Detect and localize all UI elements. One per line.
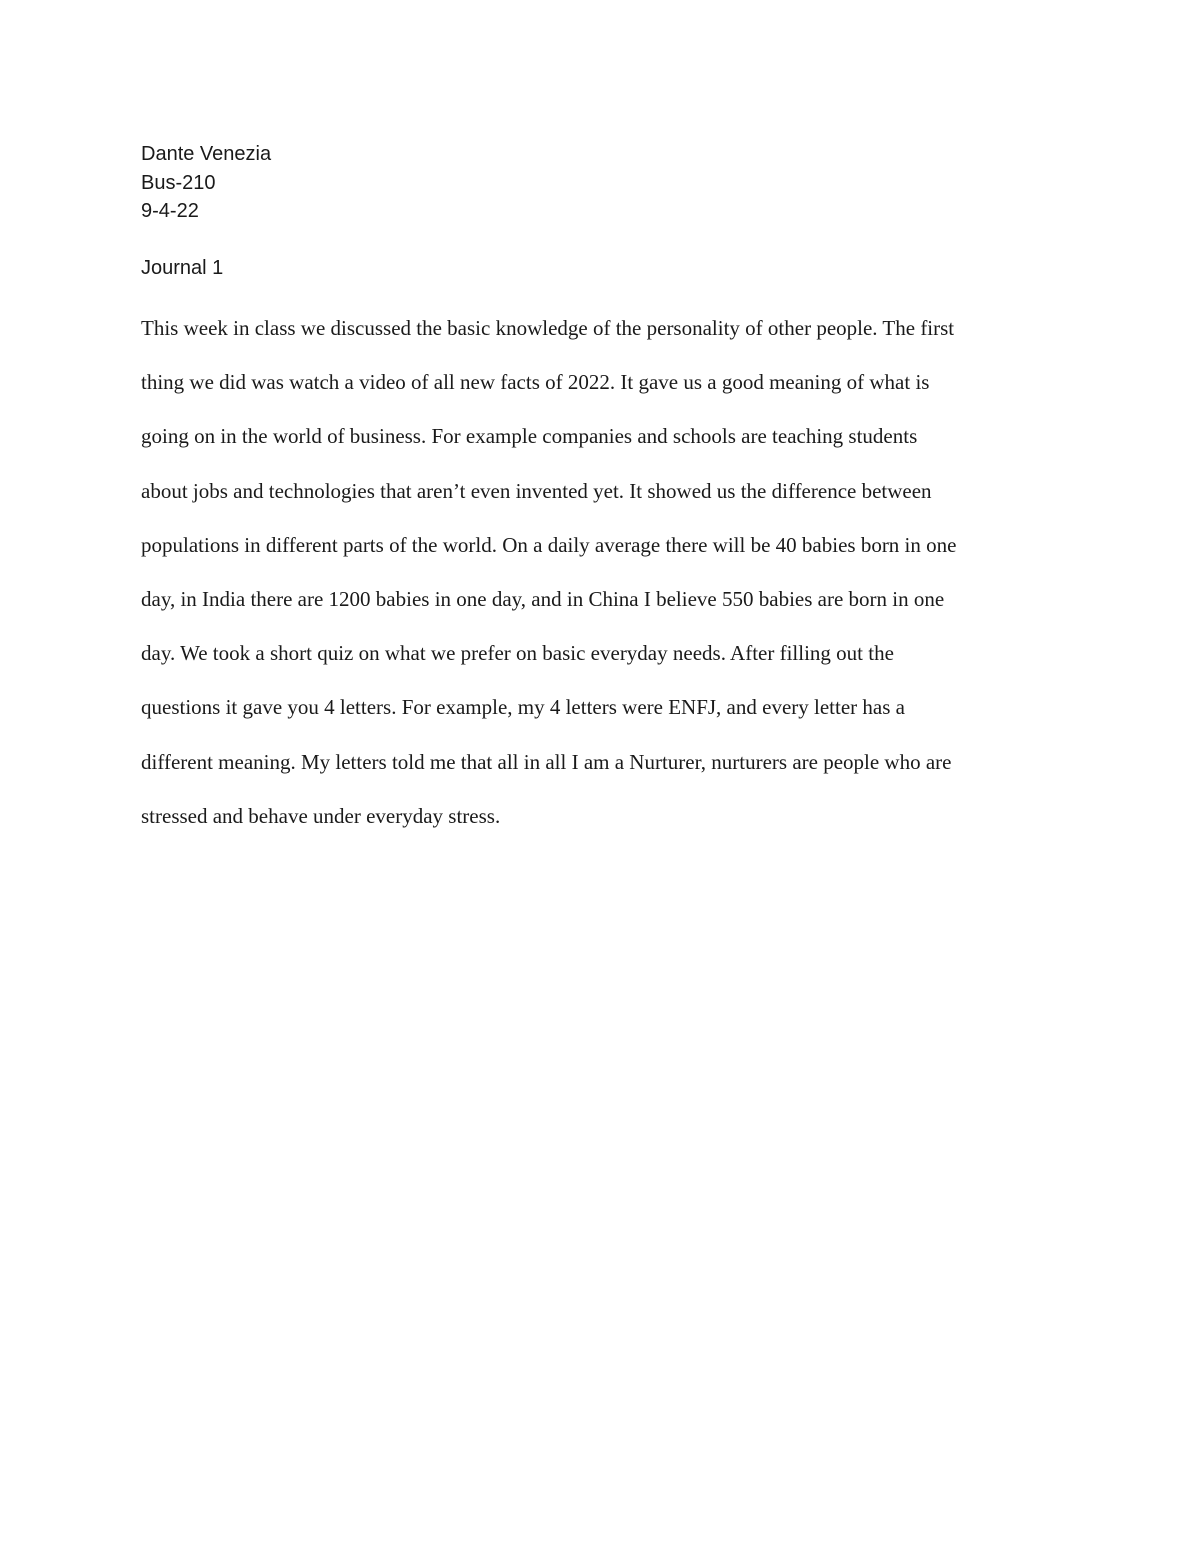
body-line: day. We took a short quiz on what we prefer on basic everyday needs. After filling out the — [141, 641, 894, 666]
document-date: 9-4-22 — [141, 200, 199, 222]
body-line: questions it gave you 4 letters. For example, my 4 letters were ENFJ, and every letter has a — [141, 695, 905, 720]
header-block — [141, 140, 271, 226]
course-code: Bus-210 — [141, 171, 216, 194]
body-line: different meaning. My letters told me that all in all I am a Nurturer, nurturers are people who are — [141, 749, 952, 774]
body-line: about jobs and technologies that aren’t even invented yet. It showed us the difference between — [141, 478, 932, 503]
journal-title: Journal 1 — [141, 257, 224, 279]
body-line: populations in different parts of the world. On a daily average there will be 40 babies born in one — [141, 532, 957, 557]
body-line: This week in class we discussed the basic knowledge of the personality of other people. The first — [141, 316, 955, 340]
body-line: thing we did was watch a video of all new facts of 2022. It gave us a good meaning of what is — [141, 370, 930, 395]
body-line: going on in the world of business. For example companies and schools are teaching students — [141, 424, 918, 449]
body-line: day, in India there are 1200 babies in one day, and in China I believe 550 babies are born in one — [141, 586, 945, 611]
journal-body — [141, 310, 1071, 852]
body-line: stressed and behave under everyday stress. — [141, 803, 501, 828]
author-name: Dante Venezia — [141, 143, 272, 165]
